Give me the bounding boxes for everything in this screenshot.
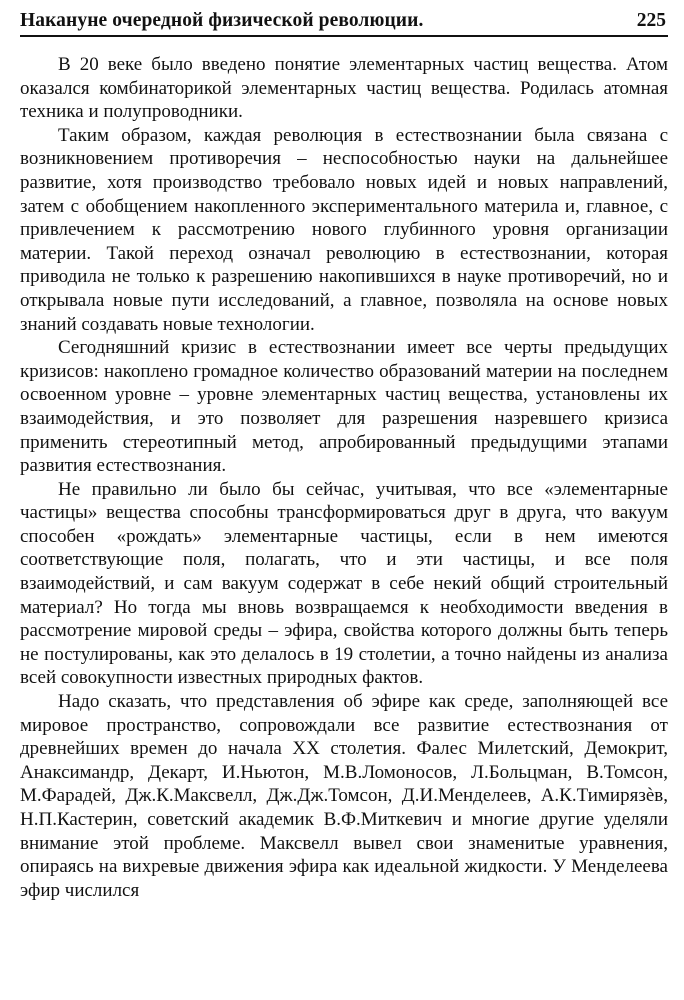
body-text bbox=[20, 53, 668, 902]
paragraph-3: Сегодняшний кризис в естествознании имеет все черты предыдущих кризисов: накоплено громадное количество образований материи на последнем освоенном уровне – уровне элементарных частиц вещества, установлены их взаимодействия, и это позволяет для разрешения назревшего кризиса применить стереотипный метод, апробированный предыдущими этапами развития естествознания. bbox=[20, 337, 668, 477]
book-page bbox=[20, 8, 668, 902]
paragraph-1: В 20 веке было введено понятие элементарных частиц вещества. Атом оказался комбинаторикой элементарных частиц вещества. Родилась атомная техника и полупроводники. bbox=[20, 54, 668, 123]
running-title: Накануне очередной физической революции. bbox=[20, 10, 424, 31]
paragraph-4: Не правильно ли было бы сейчас, учитывая, что все «элементарные частицы» вещества способны трансформироваться друг в друга, что вакуум способен «рождать» элементарные частицы, если в нем имеются соответствующие поля, полагать, что и эти частицы, и все поля взаимодействий, и сам вакуум содержат в себе некий общий строительный материал? Но тогда мы вновь возвращаемся к необходимости введения в рассмотрение мировой среды – эфира, свойства которого должны быть теперь не постулированы, как это делалось в 19 столетии, а точно найдены из анализа всей совокупности известных природных фактов. bbox=[20, 478, 668, 689]
paragraph-5: Надо сказать, что представления об эфире как среде, заполняющей все мировое пространство, сопровождали все развитие естествознания от древнейших времен до начала XX столетия. Фалес Милетский, Демокрит, Анаксимандр, Декарт, И.Ньютон, М.В.Ломоносов, Л.Больцман, В.Томсон, М.Фарадей, Дж.К.Максвелл, Дж.Дж.Томсон, Д.И.Менделеев, А.К.Тимирязѐв, Н.П.Кастерин, советский академик В.Ф.Миткевич и многие другие уделяли внимание этой проблеме. Максвелл вывел свои знаменитые уравнения, опираясь на вихревые движения эфира как идеальной жидкости. У Менделеева эфир числился bbox=[20, 691, 668, 901]
paragraph-2: Таким образом, каждая революция в естествознании была связана с возникновением противоречия – неспособностью науки на дальнейшее развитие, хотя производство требовало новых идей и новых направлений, затем с обобщением накопленного экспериментального материла и, главное, с привлечением к рассмотрению нового глубинного уровня организации материи. Такой переход означал революцию в естествознании, которая приводила не только к разрешению накопившихся в науке противоречий, но и открывала новые пути исследований, а главное, позволяла на основе новых знаний создавать новые технологии. bbox=[20, 124, 668, 335]
page-number: 225 bbox=[636, 10, 666, 31]
running-header bbox=[20, 8, 668, 37]
